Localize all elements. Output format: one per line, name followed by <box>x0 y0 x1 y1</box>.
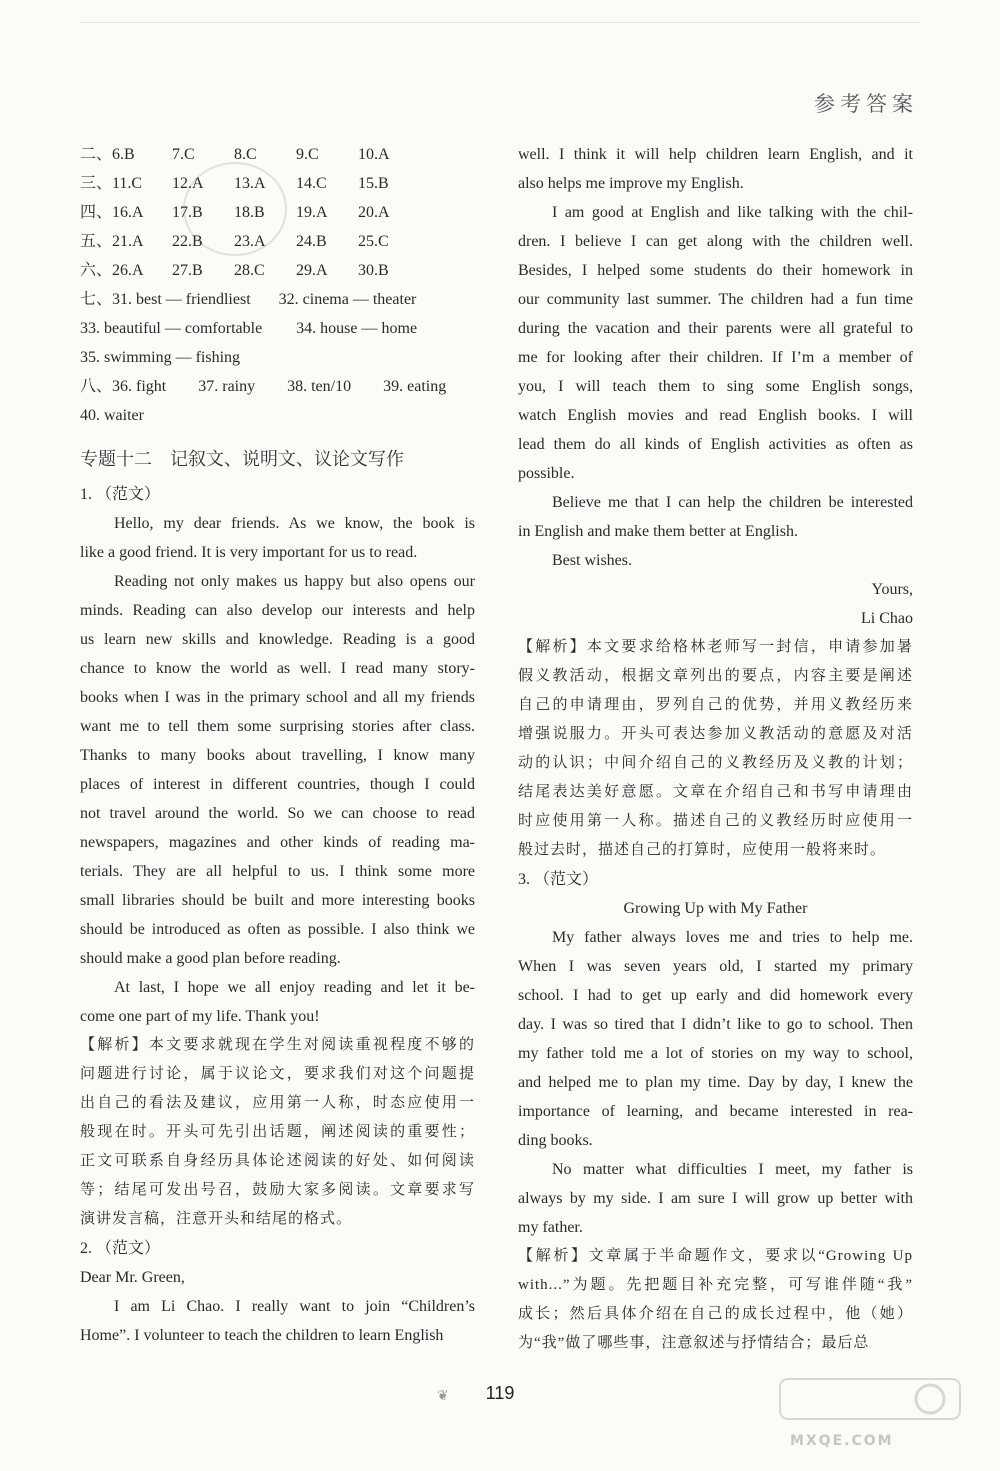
answer-item: 7.C <box>172 146 195 163</box>
text-line: always by my side. I am sure I will grow up better with <box>518 1190 913 1207</box>
essay-label: 2. （范文） <box>80 1240 161 1257</box>
answer-item: 18.B <box>234 204 265 221</box>
answer-item: 17.B <box>172 204 203 221</box>
answer-item: 27.B <box>172 262 203 279</box>
text-line: come one part of my life. Thank you! <box>80 1008 320 1025</box>
essay-3-body <box>518 923 913 1242</box>
text-line: Reading not only makes us happy but also opens our <box>114 573 475 590</box>
answer-item: 30.B <box>358 262 389 279</box>
text-line: watch English movies and read English books. I will <box>518 407 913 424</box>
answer-item: 八、36. fight <box>80 378 167 395</box>
text-line: 般过去时，描述自己的打算时，应使用一般将来时。 <box>518 842 887 858</box>
text-line: should make a good plan before reading. <box>80 950 341 967</box>
answer-item: 12.A <box>172 175 204 192</box>
answer-row <box>80 140 475 169</box>
text-line: 为“我”做了哪些事，注意叙述与抒情结合；最后总 <box>518 1335 870 1351</box>
answer-item: 20.A <box>358 204 390 221</box>
analysis-1 <box>80 1031 475 1234</box>
text-line: No matter what difficulties I meet, my father is <box>552 1161 913 1178</box>
text-line: want me to tell them some surprising stories after class. <box>80 718 475 735</box>
answer-item: 14.C <box>296 175 327 192</box>
answer-item: 34. house — home <box>296 320 418 337</box>
text-line: minds. Reading can also develop our interests and help <box>80 602 475 619</box>
text-line: 假义教活动，根据文章列出的要点，内容主要是阐述 <box>518 668 913 684</box>
section-title: 专题十二 记叙文、说明文、议论文写作 <box>80 449 404 470</box>
text-line: 般现在时。开头可先引出话题，阐述阅读的重要性； <box>80 1124 475 1140</box>
text-line: in English and make them better at English. <box>518 523 798 540</box>
watermark-logo <box>770 1369 970 1449</box>
answer-item: 22.B <box>172 233 203 250</box>
answer-item: 28.C <box>234 262 265 279</box>
text-line: lead them do all kinds of English activities as often as <box>518 436 913 453</box>
text-line: Hello, my dear friends. As we know, the book is <box>114 515 475 532</box>
text-line: 时应使用第一人称。描述自己的义教经历时应使用一 <box>518 813 913 829</box>
answer-item: 29.A <box>296 262 328 279</box>
answer-item: 33. beautiful — comfortable <box>80 320 263 337</box>
essay-label: 3. （范文） <box>518 871 599 888</box>
text-line: day. I was so tired that I didn’t like to go to school. Then <box>518 1016 913 1033</box>
text-line: me for looking after their children. If I’m a member of <box>518 349 913 366</box>
letter-signature: Li Chao <box>861 610 913 627</box>
answer-item: 10.A <box>358 146 390 163</box>
text-line: 【解析】本文要求给格林老师写一封信，申请参加暑 <box>518 639 913 655</box>
text-line: Thanks to many books about travelling, I know many <box>80 747 475 764</box>
page-header: 参考答案 <box>814 92 918 116</box>
text-line: 增强说服力。开头可表达参加义教活动的意愿及对活 <box>518 726 913 742</box>
answer-row-7b <box>80 314 475 343</box>
letter-closing: Yours, <box>871 581 913 598</box>
text-line: At last, I hope we all enjoy reading and let it be- <box>114 979 475 996</box>
essay-label: 1. （范文） <box>80 486 161 503</box>
essay-title: Growing Up with My Father <box>623 900 808 917</box>
text-line: 【解析】文章属于半命题作文，要求以“Growing Up <box>518 1248 913 1264</box>
answer-row-40: 40. waiter <box>80 407 144 424</box>
answer-row-7c: 35. swimming — fishing <box>80 349 241 366</box>
answer-row <box>80 169 475 198</box>
leaf-ornament-icon: ❦ <box>437 1389 449 1404</box>
text-line: during the vacation and their parents were all grateful to <box>518 320 913 337</box>
answer-row-7 <box>80 285 475 314</box>
text-line: should be introduced as often as possible. I also think we <box>80 921 475 938</box>
text-line: chance to know the world as well. I read many story- <box>80 660 475 677</box>
answer-row-8 <box>80 372 475 401</box>
text-line: 出自己的看法及建议，应用第一人称，时态应使用一 <box>80 1095 475 1111</box>
watermark-text: MXQE.COM <box>790 1433 894 1449</box>
answer-item: 23.A <box>234 233 266 250</box>
text-line: Besides, I helped some students do their homework in <box>518 262 913 279</box>
text-line: 正文可联系自身经历具体论述阅读的好处、如何阅读 <box>80 1153 475 1169</box>
text-line: places of interest in different countries, though I could <box>80 776 475 793</box>
answer-item: 六、26.A <box>80 262 144 279</box>
answer-item: 七、31. best — friendliest <box>80 291 251 308</box>
answer-row <box>80 227 475 256</box>
text-line: My father always loves me and tries to help me. <box>552 929 913 946</box>
text-line: 【解析】本文要求就现在学生对阅读重视程度不够的 <box>80 1037 475 1053</box>
text-line: terials. They are all helpful to us. I think some more <box>80 863 475 880</box>
letter-greeting: Dear Mr. Green, <box>80 1269 185 1286</box>
text-line: us learn new skills and knowledge. Reading is a good <box>80 631 475 648</box>
text-line: 演讲发言稿，注意开头和结尾的格式。 <box>80 1211 353 1227</box>
text-line: Home”. I volunteer to teach the children to learn English <box>80 1327 444 1344</box>
text-line: 问题进行讨论，属于议论文，要求我们对这个问题提 <box>80 1066 475 1082</box>
answer-item: 39. eating <box>383 378 447 395</box>
text-line: When I was seven years old, I started my primary <box>518 958 913 975</box>
text-line: small libraries should be built and more interesting books <box>80 892 475 909</box>
text-line: possible. <box>518 465 575 482</box>
text-line: importance of learning, and became interested in rea- <box>518 1103 913 1120</box>
text-line: also helps me improve my English. <box>518 175 744 192</box>
answer-item: 五、21.A <box>80 233 144 250</box>
text-line: 自己的申请理由，罗列自己的优势，并用义教经历来 <box>518 697 913 713</box>
watermark-icon <box>770 1369 970 1429</box>
answer-item: 四、16.A <box>80 204 144 221</box>
text-line: you, I will teach them to sing some English songs, <box>518 378 913 395</box>
top-rule <box>80 22 920 23</box>
text-line: 成长；然后具体介绍在自己的成长过程中，他（她） <box>518 1306 913 1322</box>
text-line: I am good at English and like talking with the chil- <box>552 204 913 221</box>
text-line: school. I had to get up early and did homework every <box>518 987 913 1004</box>
text-line: 结尾表达美好意愿。文章在介绍自己和书写申请理由 <box>518 784 913 800</box>
page-number: 119 <box>485 1383 515 1403</box>
answer-item: 9.C <box>296 146 319 163</box>
answer-row <box>80 198 475 227</box>
right-column <box>518 140 913 1358</box>
answer-item: 13.A <box>234 175 266 192</box>
answer-item: 37. rainy <box>198 378 256 395</box>
text-line: my father. <box>518 1219 583 1236</box>
text-line: dren. I believe I can get along with the children well. <box>518 233 913 250</box>
answer-item: 38. ten/10 <box>287 378 352 395</box>
text-line: newspapers, magazines and other kinds of reading ma- <box>80 834 475 851</box>
text-line: ding books. <box>518 1132 593 1149</box>
essay-2-body <box>80 1292 475 1350</box>
text-line: like a good friend. It is very important for us to read. <box>80 544 418 561</box>
text-line: and helped me to plan my time. Day by day, I knew the <box>518 1074 913 1091</box>
answer-row <box>80 256 475 285</box>
answer-item: 三、11.C <box>80 175 143 192</box>
text-line: my father told me a lot of stories on my way to school, <box>518 1045 913 1062</box>
answer-item: 8.C <box>234 146 257 163</box>
text-line: Believe me that I can help the children be interested <box>552 494 913 511</box>
answer-item: 二、6.B <box>80 146 135 163</box>
answer-item: 19.A <box>296 204 328 221</box>
left-column <box>80 140 475 1350</box>
text-line: I am Li Chao. I really want to join “Children’s <box>114 1298 475 1315</box>
text-line: books when I was in the primary school and all my friends <box>80 689 475 706</box>
answer-item: 15.B <box>358 175 389 192</box>
text-line: 动的认识；中间介绍自己的义教经历及义教的计划； <box>518 755 913 771</box>
essay-1-body <box>80 509 475 1031</box>
essay-2-continued <box>518 140 913 575</box>
text-line: Best wishes. <box>552 552 632 569</box>
text-line: well. I think it will help children learn English, and it <box>518 146 913 163</box>
text-line: 等；结尾可发出号召，鼓励大家多阅读。文章要求写 <box>80 1182 475 1198</box>
analysis-2 <box>518 633 913 865</box>
analysis-3 <box>518 1242 913 1358</box>
answer-item: 32. cinema — theater <box>278 291 417 308</box>
text-line: with...”为题。先把题目补充完整，可写谁伴随“我” <box>518 1277 913 1293</box>
answer-item: 24.B <box>296 233 327 250</box>
text-line: our community last summer. The children had a fun time <box>518 291 913 308</box>
answer-item: 25.C <box>358 233 389 250</box>
text-line: not travel around the world. So we can choose to read <box>80 805 475 822</box>
